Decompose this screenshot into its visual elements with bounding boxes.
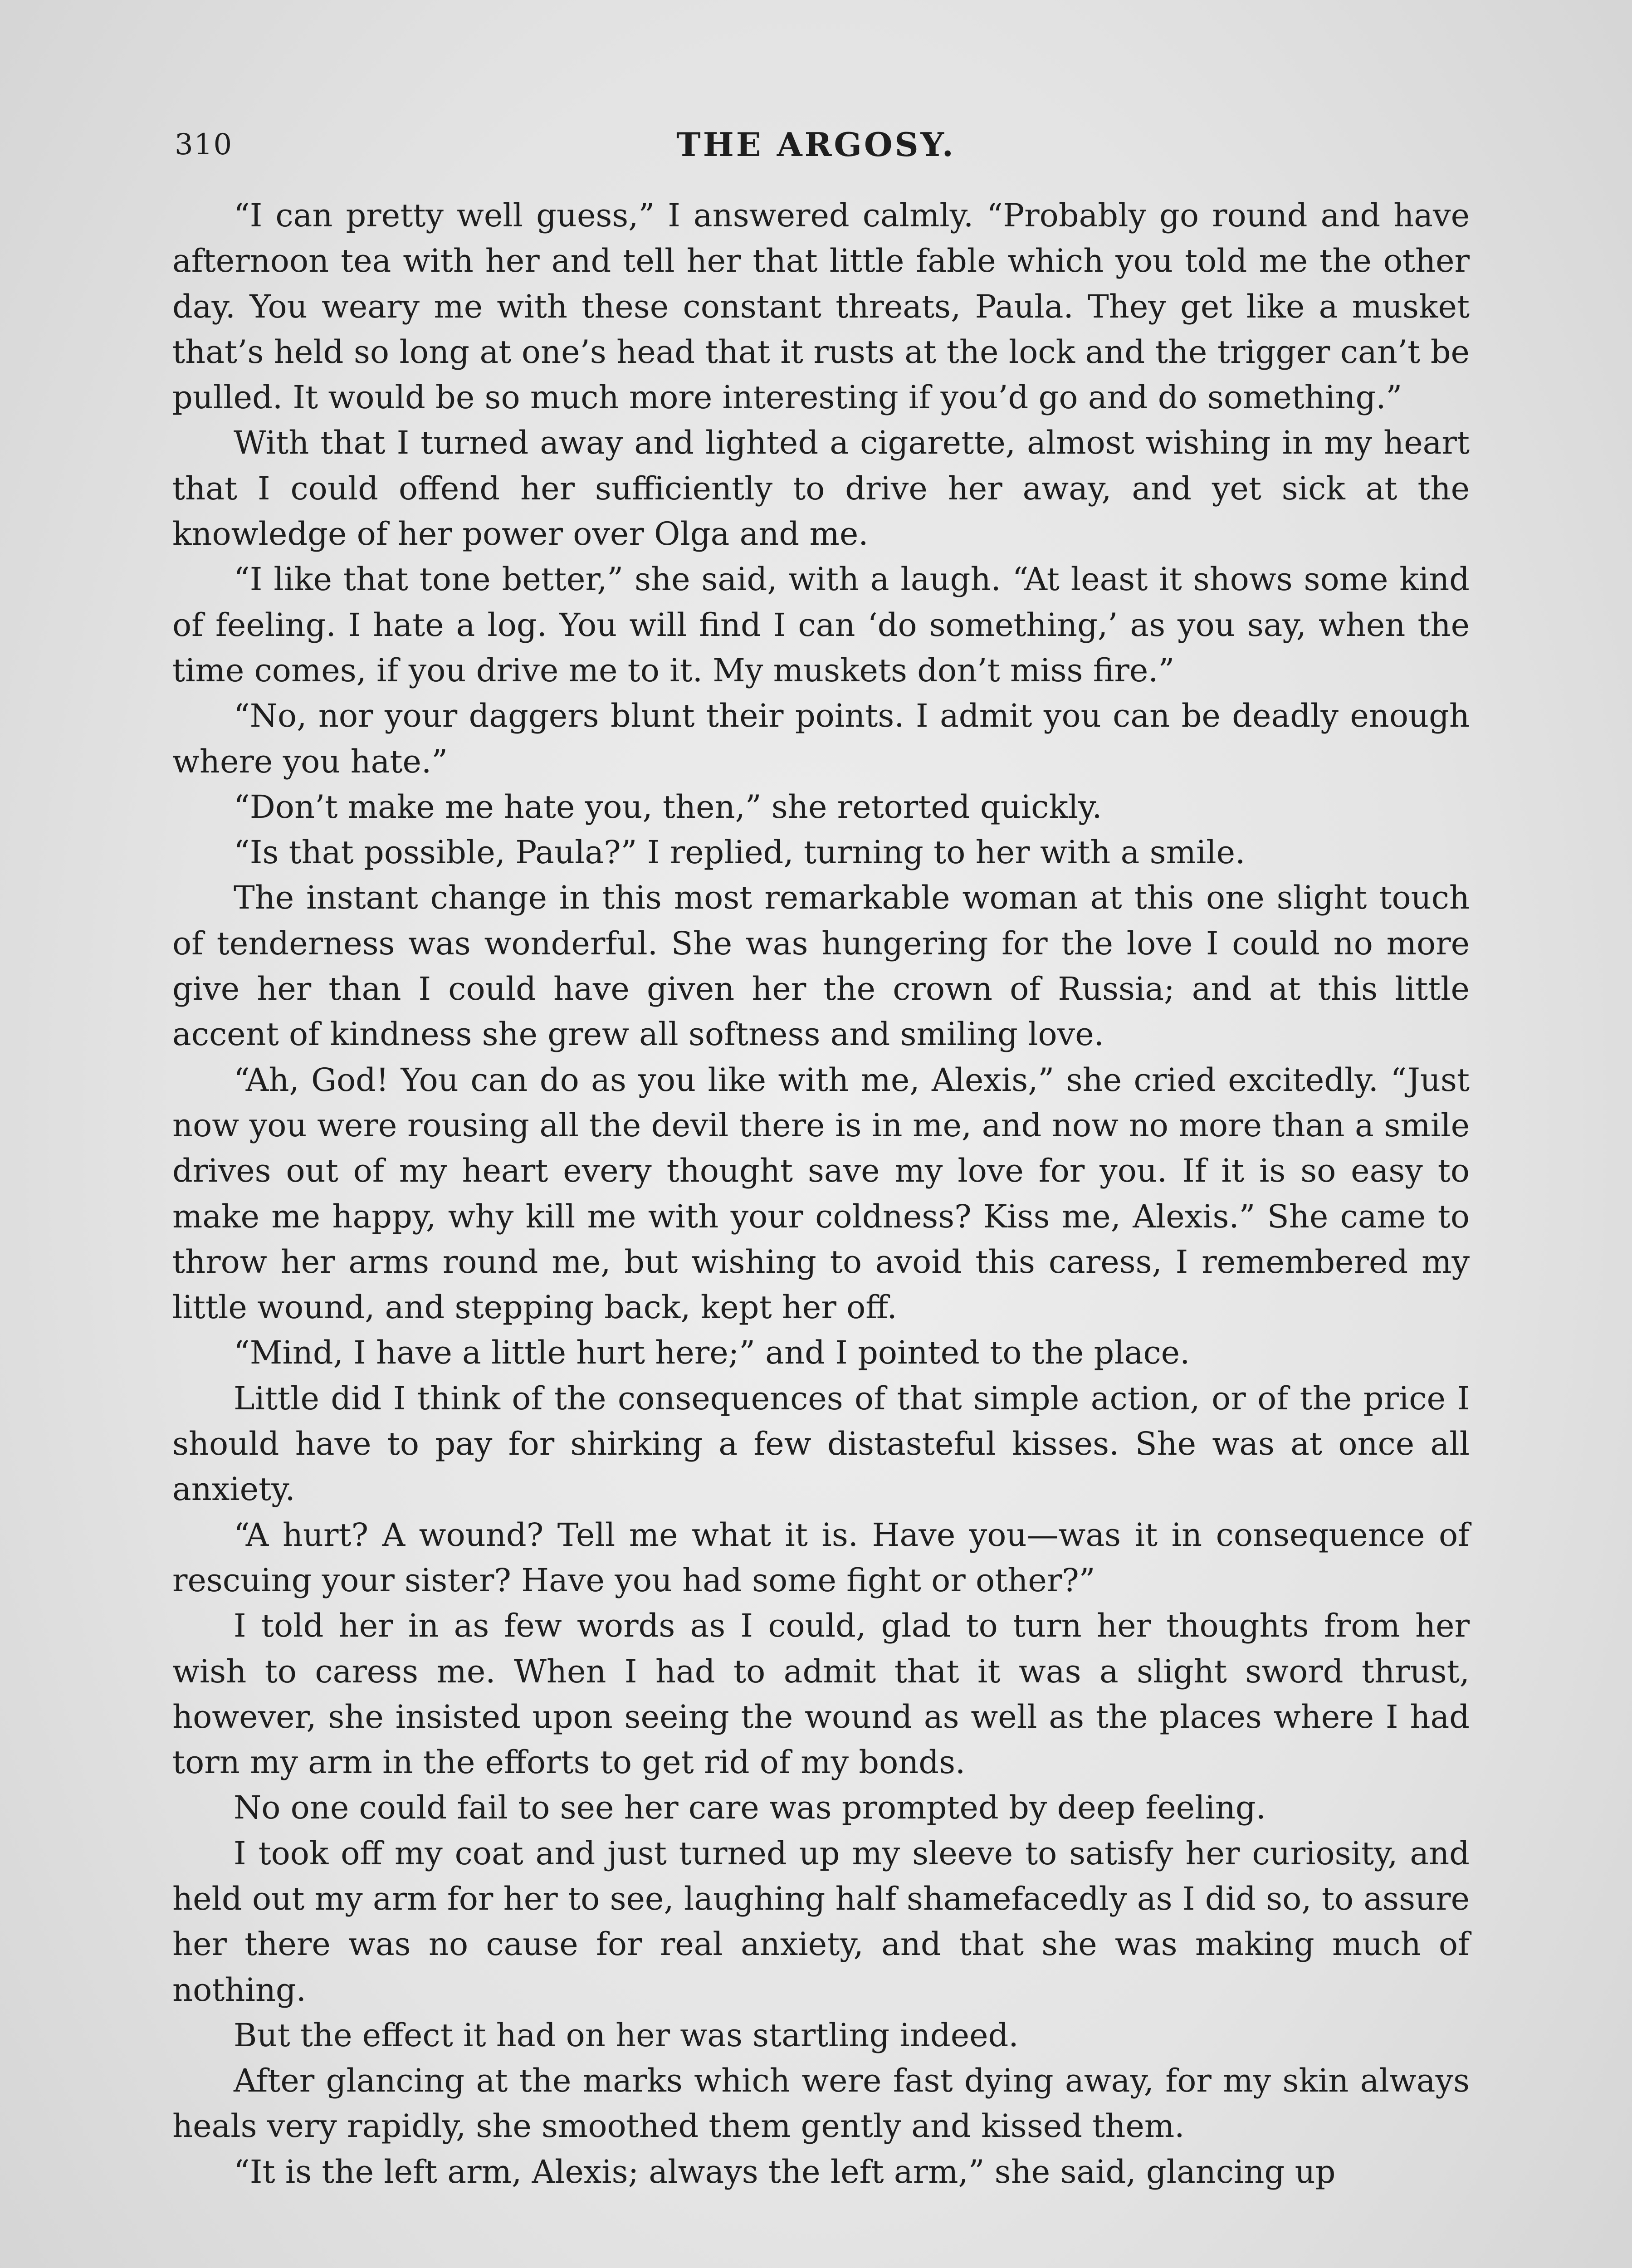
page-header — [0, 122, 1632, 171]
paragraph: “Ah, God! You can do as you like with me, Alexis,” she cried excitedly. “Just now you were rousing all the devil there is in me, and now no more than a smile drives out of my heart every thought save my love for you. If it is so easy to make me happy, why kill me with your coldness? Kiss me, Alexis.” She came to throw her arms round me, but wishing to avoid this caress, I remembered my little wound, and stepping back, kept her off. — [172, 1061, 1470, 1326]
paragraph: The instant change in this most remarkable woman at this one slight touch of tenderness was wonderful. She was hungering for the love I could no more give her than I could have given her the crown of Russia; and at this little accent of kindness she grew all softness and smiling love. — [172, 879, 1470, 1053]
paragraph: “It is the left arm, Alexis; always the left arm,” she said, glancing up — [234, 2153, 1336, 2190]
paragraph: Little did I think of the consequences of that simple action, or of the price I should have to pay for shirking a few distasteful kisses. She was at once all anxiety. — [172, 1379, 1470, 1508]
page-number: 310 — [175, 128, 233, 161]
paragraph: “Don’t make me hate you, then,” she retorted quickly. — [234, 788, 1102, 826]
paragraph: But the effect it had on her was startling indeed. — [234, 2016, 1019, 2054]
paragraph: “A hurt? A wound? Tell me what it is. Have you—was it in consequence of rescuing your sister? Have you had some fight or other?” — [172, 1516, 1470, 1599]
paragraph: “I can pretty well guess,” I answered calmly. “Probably go round and have afternoon tea with her and tell her that little fable which you told me the other day. You weary me with these constant threats, Paula. They get like a musket that’s held so long at one’s head that it rusts at the lock and the trigger can’t be pulled. It would be so much more interesting if you’d go and do something.” — [172, 197, 1470, 416]
body-text — [172, 193, 1470, 2195]
paragraph: “Mind, I have a little hurt here;” and I pointed to the place. — [234, 1334, 1190, 1372]
paragraph: After glancing at the marks which were fast dying away, for my skin always heals very rapidly, she smoothed them gently and kissed them. — [172, 2062, 1470, 2145]
paragraph: “I like that tone better,” she said, with a laugh. “At least it shows some kind of feeling. I hate a log. You will find I can ‘do something,’ as you say, when the time comes, if you drive me to it. My muskets don’t miss fire.” — [172, 561, 1470, 689]
paragraph: I took off my coat and just turned up my sleeve to satisfy her curiosity, and held out my arm for her to see, laughing half shamefacedly as I did so, to assure her there was no cause for real anxiety, and that she was making much of nothing. — [172, 1834, 1470, 2009]
paragraph: No one could fail to see her care was prompted by deep feeling. — [234, 1789, 1266, 1827]
running-head: THE ARGOSY. — [676, 125, 956, 164]
paragraph: With that I turned away and lighted a cigarette, almost wishing in my heart that I could offend her sufficiently to drive her away, and yet sick at the knowledge of her power over Olga and me. — [172, 424, 1470, 553]
paragraph: “Is that possible, Paula?” I replied, turning to her with a smile. — [234, 834, 1246, 871]
paragraph: I told her in as few words as I could, glad to turn her thoughts from her wish to caress me. When I had to admit that it was a slight sword thrust, however, she insisted upon seeing the wound as well as the places where I had torn my arm in the efforts to get rid of my bonds. — [172, 1607, 1470, 1781]
paragraph: “No, nor your daggers blunt their points. I admit you can be deadly enough where you hate.” — [172, 697, 1470, 780]
